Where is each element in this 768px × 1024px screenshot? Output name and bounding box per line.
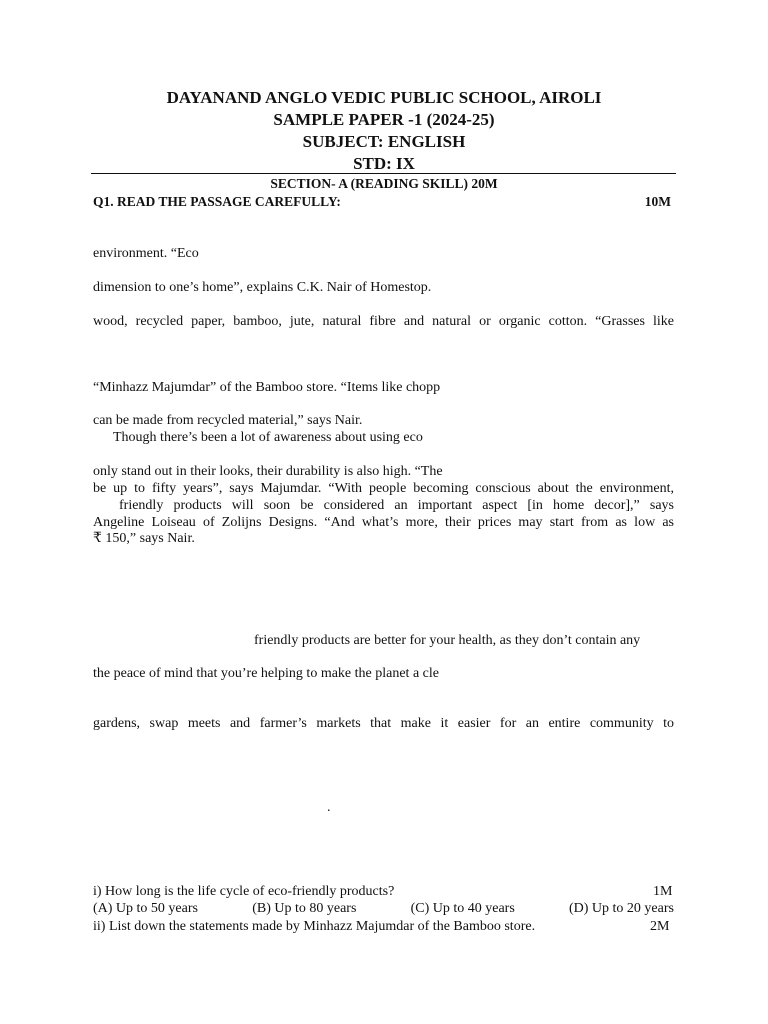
q1-label: Q1. READ THE PASSAGE CAREFULLY:	[93, 194, 341, 209]
passage-line-2: dimension to one’s home”, explains C.K. Nair of Homestop.	[93, 280, 432, 295]
option-a: (A) Up to 50 years	[93, 901, 198, 916]
section-title: SECTION- A (READING SKILL) 20M	[270, 176, 498, 191]
passage-line-6: Though there’s been a lot of awareness about using eco	[113, 430, 423, 445]
stray-dot: .	[327, 800, 331, 815]
school-name: DAYANAND ANGLO VEDIC PUBLIC SCHOOL, AIROLI	[166, 88, 602, 107]
header-divider	[91, 173, 676, 174]
question-ii-marks: 2M	[650, 919, 670, 934]
option-c: (C) Up to 40 years	[410, 901, 515, 916]
q1-marks: 10M	[644, 194, 671, 209]
subject-line: SUBJECT: ENGLISH	[302, 132, 466, 151]
passage-line-12: friendly products are better for your health, as they don’t contain any	[254, 633, 641, 648]
question-i-marks: 1M	[653, 884, 673, 899]
passage-line-4: “Minhazz Majumdar” of the Bamboo store. “Items like chopp	[93, 380, 441, 395]
passage-line-11: ₹ 150,” says Nair.	[93, 531, 195, 546]
passage-line-5: can be made from recycled material,” says Nair.	[93, 413, 363, 428]
question-i: i) How long is the life cycle of eco-friendly products?	[93, 884, 395, 899]
q1-heading	[93, 194, 673, 210]
option-d: (D) Up to 20 years	[569, 901, 674, 916]
question-i-options	[93, 901, 674, 917]
question-ii: ii) List down the statements made by Minhazz Majumdar of the Bamboo store.	[93, 919, 536, 934]
passage-line-10: Angeline Loiseau of Zolijns Designs. “And what’s more, their prices may start from as low as	[93, 515, 674, 530]
passage-line-9: friendly products will soon be considered an important aspect [in home decor],” says	[119, 498, 674, 513]
paper-title: SAMPLE PAPER -1 (2024-25)	[273, 110, 495, 129]
passage-line-1: environment. “Eco	[93, 246, 199, 261]
passage-line-13: the peace of mind that you’re helping to make the planet a cle	[93, 666, 439, 681]
passage-line-7: only stand out in their looks, their durability is also high. “The	[93, 464, 443, 479]
passage-line-3: wood, recycled paper, bamboo, jute, natural fibre and natural or organic cotton. “Grasses like	[93, 314, 674, 329]
option-b: (B) Up to 80 years	[252, 901, 357, 916]
passage-line-8: be up to fifty years”, says Majumdar. “With people becoming conscious about the environment,	[93, 481, 674, 496]
standard-line: STD: IX	[353, 154, 415, 173]
passage-line-14: gardens, swap meets and farmer’s markets that make it easier for an entire community to	[93, 716, 674, 731]
